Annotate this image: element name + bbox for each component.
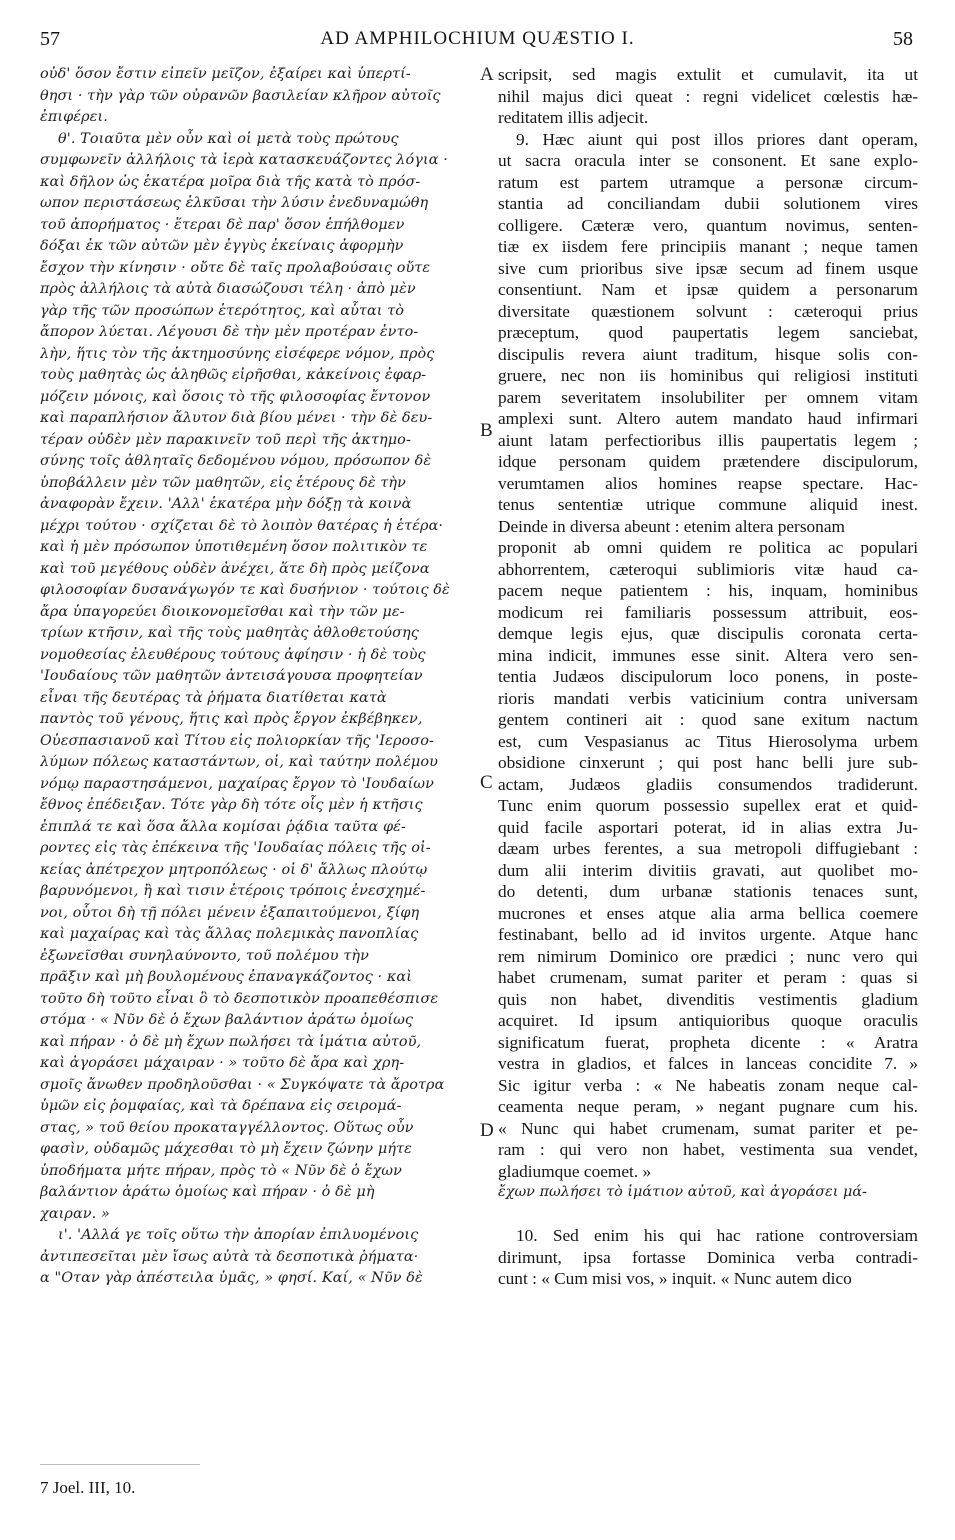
footnote: 7 Joel. III, 10. (40, 1478, 136, 1497)
greek-text-line: ἀναφορὰν ἔχειν. 'Αλλ' ἑκατέρα μὴν δόξῃ τὰ κοινὰ (40, 496, 412, 512)
margin-letter-a: A (480, 64, 494, 85)
latin-text-line: discipulis revera aiunt traditum, hisque solis con- (498, 344, 918, 364)
latin-text-line: rem nimirum Dominico ore prædici ; nunc vero qui (498, 946, 918, 966)
greek-text-line: τοῦ ἀπορήματος · ἕτεραι δὲ παρ' ὅσον ἐπήλθομεν (40, 216, 405, 233)
latin-text-line: dirimunt, ipsa fortasse Dominica verba contradi- (498, 1247, 918, 1267)
margin-letter-b: B (480, 420, 493, 441)
footnote-rule (40, 1464, 200, 1465)
greek-text-line: θ'. Τοιαῦτα μὲν οὖν καὶ οἱ μετὰ τοὺς πρώτους (58, 130, 399, 147)
latin-text-line: quis non habet, divenditis vestimentis gladium (498, 989, 918, 1009)
latin-text-line: gentem contineri ait : quod sane exitum nactum (498, 710, 918, 729)
greek-text-line: πρᾶξιν καὶ μὴ βουλομένους ἐπαναγκάζοντος · καὶ (40, 969, 412, 985)
greek-text-line: δόξαι ἐκ τῶν αὐτῶν μὲν ἐγγὺς ἐκείναις ἀφορμὴν (40, 238, 404, 254)
greek-text-line: στόμα · « Νῦν δὲ ὁ ἔχων βαλάντιον ἀράτω ὁμοίως (40, 1012, 414, 1028)
latin-text-line: mina indicit, immunes esse sinit. Altera vero sen- (498, 645, 918, 665)
latin-text-line: vestra in gladios, et falces in lanceas concidite 7. » (498, 1054, 918, 1073)
latin-text-line: reditatem illis adjecit. (498, 108, 649, 127)
greek-text-line: καὶ ἀγοράσει μάχαιραν · » τοῦτο δὲ ἄρα καὶ χρη- (40, 1055, 405, 1071)
latin-text-line: cunt : « Cum misi vos, » inquit. « Nunc autem dico (498, 1269, 852, 1288)
greek-text-line: ἐξωνεῖσθαι συνηλαύνοντο, τοῦ πολέμου τὴν (40, 947, 369, 964)
greek-text-line: θησι · τὴν γὰρ τῶν οὐρανῶν βασιλείαν κλῆρον αὐτοῖς (40, 87, 441, 104)
latin-text-line: tentia Judæos discipulorum loco ponens, in poste- (498, 667, 918, 686)
latin-text-line: « Nunc qui habet crumenam, sumat pariter et pe- (498, 1118, 918, 1138)
greek-text-line: στας, » τοῦ θείου προκαταγγέλλοντος. Οὕτως οὖν (40, 1119, 414, 1136)
latin-text-column (498, 64, 918, 1290)
latin-text-line: diversitate quæstionem solvunt : cæteroqui prius (498, 301, 918, 321)
greek-text-line: παντὸς τοῦ γένους, ἥτις καὶ πρὸς ἔργον ἐκβέβηκεν, (40, 711, 423, 727)
greek-text-line: ὑποδήματα μήτε πήραν, πρὸς τὸ « Νῦν δὲ ὁ ἔχων (40, 1162, 402, 1179)
greek-text-line: ὑποβάλλειν μὲν τῶν μαθητῶν, εἰς ἑτέρους δὲ τὴν (40, 474, 407, 491)
latin-text-line: pacem neque patientem : his, inquam, hominibus (498, 581, 918, 600)
greek-text-line: βαρυνόμενοι, ἢ καὶ τισιν ἑτέροις τρόποις ἐνεσχημέ- (40, 883, 426, 899)
greek-text-line: τέραν οὐδὲν μὲν παρακινεῖν τοῦ περὶ τῆς ἀκτημο- (40, 431, 411, 448)
latin-text-line: abhorrentem, cæteroqui sublimioris vitæ haud ca- (498, 559, 918, 579)
latin-text-line: nihil majus dici queat : regni videlicet cœlestis hæ- (498, 86, 918, 106)
latin-text-line: est, cum Vespasianus ac Titus Hierosolyma urbem (498, 731, 918, 751)
latin-text-line: aiunt latam perfectioribus illis paupertatis legem ; (498, 430, 918, 450)
greek-text-line: ι'. 'Αλλά γε τοῖς οὕτω τὴν ἀπορίαν ἐπιλυομένοις (58, 1227, 419, 1243)
greek-text-line: ἐπιπλά τε καὶ ὅσα ἄλλα κομίσαι ῥᾴδια ταῦτα φέ- (40, 818, 406, 835)
latin-text-line: Tunc enim quorum possessio supellex erat et quid- (498, 796, 918, 815)
latin-text-line: ceamenta neque peram, » negant pugnare cum his. (498, 1097, 918, 1116)
greek-text-line: μέχρι τούτου · σχίζεται δὲ τὸ λοιπὸν θατέρας ἡ ἑτέρα· (40, 517, 444, 534)
greek-text-line: οὐδ' ὅσον ἔστιν εἰπεῖν μεῖζον, ἐξαίρει καὶ ὑπερτί- (40, 66, 411, 82)
greek-text-line: καὶ δῆλον ὡς ἑκατέρα μοῖρα διὰ τῆς κατὰ τὸ πρόσ- (40, 173, 421, 190)
margin-letter-c: C (480, 772, 493, 793)
greek-text-line: ωπον περιστάσεως ἑλκῦσαι τὴν λύσιν ἐνεδυναμώθη (40, 195, 429, 211)
greek-text-line: κείας ἀπέτρεχον μητροπόλεως · οἱ δ' ἄλλως πλούτῳ (40, 861, 428, 878)
latin-text-line: idque personam quidem prætendere discipulorum, (498, 452, 918, 471)
greek-text-line: καὶ πήραν · ὁ δὲ μὴ ἔχων πωλήσει τὰ ἱμάτια αὐτοῦ, (40, 1033, 422, 1050)
latin-text-line: modicum rei familiaris possessum attribuit, eos- (498, 602, 918, 622)
greek-text-line: καὶ ἡ μὲν πρόσωπον ὑποτιθεμένη ὅσον πολιτικὸν τε (40, 539, 428, 555)
greek-text-line: ροντες εἰς τὰς ἐπέκεινα τῆς 'Ιουδαίας πόλεις τῆς οἰ- (40, 840, 431, 856)
greek-text-line: Οὐεσπασιανοῦ καὶ Τίτου εἰς πολιορκίαν τῆς 'Ιεροσο- (40, 732, 434, 749)
greek-text-line: χαιραν. » (40, 1205, 110, 1222)
greek-text-line: ἔθνος ἐπέδειξαν. Τότε γὰρ δὴ τότε οἷς μὲν ἡ κτῆσις (40, 797, 423, 813)
latin-text-line: amplexi sunt. Altero autem mandato haud infirmari (498, 409, 918, 428)
latin-text-line: ratum est partem utramque a personæ circum- (498, 172, 918, 192)
greek-text-line: τοῦτο δὴ τοῦτο εἶναι ὃ τὸ δεσποτικὸν προαπεθέσπισε (40, 990, 439, 1007)
latin-text-line: stantia ad conciliandam dubii solutionem vires (498, 194, 918, 213)
latin-text-line: verumtamen alios homines reapse spectare. Hac- (498, 473, 918, 493)
latin-text-line: actam, Judæos gladiis consumendos tradiderunt. (498, 774, 918, 794)
latin-text-line: colligere. Cæteræ vero, quantum novimus, senten- (498, 215, 918, 235)
latin-text-line: ut sacra oracula inter se consonent. Et sane explo- (498, 151, 918, 170)
greek-text-line: φιλοσοφίαν δυσανάγωγόν τε καὶ δυσήνιον · τούτοις δὲ (40, 582, 450, 598)
latin-text-line: proponit ab omni quidem re politica ac populari (498, 538, 918, 557)
latin-text-line: Sic igitur verba : « Ne habeatis zonam neque cal- (498, 1075, 918, 1095)
latin-text-line: demque legis ejus, quæ discipulis coronata certa- (498, 624, 918, 643)
latin-text-line: mucrones et enses atque alia arma bellica coemere (498, 903, 918, 923)
greek-text-line: ἄρα ὑπαγορεύει διοικονομεῖσθαι καὶ τὴν τῶν με- (40, 603, 405, 620)
greek-text-line: πρὸς ἀλλήλοις τὰ αὐτὰ διασώζουσι τέλη · ἀπὸ μὲν (40, 281, 416, 297)
greek-text-line: σύνης τοῖς ἀθληταῖς δεδομένου νόμου, πρόσωπον δὲ (40, 453, 432, 469)
greek-text-line: νομοθεσίας ἐλευθέρους τούτους ἀφίησιν · ἡ δὲ τοὺς (40, 646, 426, 663)
latin-text-line: obsidione cinxerunt ; qui post hanc belli jure sub- (498, 753, 918, 772)
latin-text-line: 10. Sed enim his qui hac ratione controversiam (516, 1226, 918, 1245)
greek-text-column (40, 64, 480, 1290)
greek-text-line: καὶ μαχαίρας καὶ τὰς ἄλλας πολεμικὰς πανοπλίας (40, 926, 419, 942)
latin-text-line: 9. Hæc aiunt qui post illos priores dant operam, (516, 129, 918, 149)
latin-text-line: gladiumque coemet. » (498, 1161, 652, 1181)
latin-text-line: dæam urbes ferentes, a sua metropoli diffugiebant : (498, 839, 918, 858)
latin-text-line: gruere, nec non iis hominibus qui religiosi instituti (498, 366, 918, 385)
greek-text-line: ἀντιπεσεῖται μὲν ἴσως αὐτὰ τὰ δεσποτικὰ ῥήματα· (40, 1248, 419, 1265)
greek-text-line: ἄπορον λύεται. Λέγουσι δὲ τὴν μὲν προτέραν ἐντο- (40, 324, 419, 340)
greek-text-line: εἶναι τῆς δευτέρας τὰ ῥήματα διατίθεται κατὰ (40, 689, 387, 706)
latin-text-line: rioris mandati verbis vaticinium contra universam (498, 688, 918, 708)
latin-text-line: quid facile asportari poterat, id in alias extra Ju- (498, 817, 918, 837)
greek-text-line: ἔσχον τὴν κίνησιν · οὔτε δὲ ταῖς προλαβούσαις οὔτε (40, 259, 431, 276)
greek-text-line: νοι, οὗτοι δὴ τῇ πόλει μένειν ἐξαπαιτούμενοι, ξίφη (40, 904, 420, 921)
latin-text-line: significatum fuerat, propheta dicente : « Aratra (498, 1032, 918, 1052)
greek-text-line: ὑμῶν εἰς ῥομφαίας, καὶ τὰ δρέπανα εἰς σειρομά- (40, 1098, 402, 1114)
latin-text-line: scripsit, sed magis extulit et cumulavit, ita ut (498, 65, 918, 84)
latin-text-line: dum alii interim divitiis gravati, aut quolibet mo- (498, 860, 918, 880)
greek-text-line: βαλάντιον ἀράτω ὁμοίως καὶ πήραν · ὁ δὲ μὴ (40, 1184, 375, 1200)
greek-text-line: φασὶν, οὐδαμῶς μάχεσθαι τὸ μὴ ἔχειν ζώνην μήτε (40, 1141, 412, 1157)
greek-text-line: νόμῳ παραστησάμενοι, μαχαίρας ἔργον τὸ 'Ιουδαίων (40, 775, 434, 792)
latin-text-line: ram : qui vero non habet, vestimenta sua vendet, (498, 1140, 918, 1159)
greek-text-line: τοὺς μαθητὰς ὡς ἀληθῶς εἰρῆσθαι, κἀκείνοις ἐφαρ- (40, 367, 427, 383)
greek-text-line: λύμων πόλεως καταστάντων, οἱ, καὶ ταύτην πολέμου (40, 754, 438, 770)
greek-text-line: συμφωνεῖν ἀλλήλοις τὰ ἱερὰ κατασκευάζοντες λόγια · (40, 152, 448, 168)
running-title: AD AMPHILOCHIUM QUÆSTIO I. (320, 28, 635, 49)
latin-text-line: do detenti, dum urbanæ stationis tenaces sunt, (498, 882, 918, 901)
greek-text-line: τρίων κτῆσιν, καὶ τῆς τοὺς μαθητὰς ἀθλοθετούσης (40, 625, 419, 641)
latin-text-line: tenus sententiæ utrique commune aliquid inest. (498, 495, 918, 514)
latin-text-line: parem severitatem insolubiliter per omnem vitam (498, 387, 918, 407)
latin-text-line: habet crumenam, sumat pariter et peram : quas si (498, 968, 918, 987)
latin-text-line: præceptum, quod paupertatis legem sanciebat, (498, 323, 918, 342)
greek-text-line: λὴν, ἥτις τὸν τῆς ἀκτημοσύνης εἰσέφερε νόμον, πρὸς (40, 345, 435, 362)
greek-text-line: α "Οταν γὰρ ἀπέστειλα ὑμᾶς, » φησί. Καί, « Νῦν δὲ (40, 1270, 423, 1286)
greek-text-line: καὶ τοῦ μεγέθους οὐδὲν ἀνέχει, ἅτε δὴ πρὸς μείζονα (40, 560, 430, 577)
latin-text-line (498, 1204, 918, 1226)
greek-text-line: ἐπιφέρει. (40, 109, 108, 125)
greek-text-line: σμοῖς ἄνωθεν προδηλοῦσθαι · « Συγκόψατε τὰ ἄροτρα (40, 1076, 445, 1093)
page-number-left: 57 (40, 28, 60, 50)
latin-text-line: sive cum prioribus sive ipsæ secum ad finem usque (498, 258, 918, 278)
greek-text-line: 'Ιουδαίους τῶν μαθητῶν ἀντεισάγουσα προφητείαν (40, 668, 423, 684)
latin-text-line: tiæ ex iisdem fere principiis manant ; neque tamen (498, 237, 918, 256)
greek-text-line: γὰρ τῆς τῶν προσώπων ἑτερότητος, καὶ αὗται τὸ (40, 302, 405, 319)
latin-text-line: Deinde in diversa abeunt : etenim altera personam (498, 516, 845, 536)
greek-text-line: μόζειν μόνοις, καὶ ὅσοις τὸ τῆς φιλοσοφίας ἔντονον (40, 388, 431, 405)
latin-text-line: consentiunt. Nam et ipsæ quidem a personarum (498, 280, 918, 299)
latin-text-line: ἔχων πωλήσει τὸ ἱμάτιον αὐτοῦ, καὶ ἀγοράσει μά- (498, 1184, 867, 1200)
latin-text-line: acquiret. Id ipsum antiquioribus quoque oraculis (498, 1011, 918, 1030)
running-header (0, 28, 955, 58)
latin-text-line: festinabant, bello ad id invitos urgente. Atque hanc (498, 925, 918, 944)
page-number-right: 58 (893, 28, 913, 50)
margin-letter-d: D (480, 1120, 494, 1141)
greek-text-line: καὶ παραπλήσιον ἄλυτον διὰ βίου μένει · τὴν δὲ δευ- (40, 410, 433, 426)
